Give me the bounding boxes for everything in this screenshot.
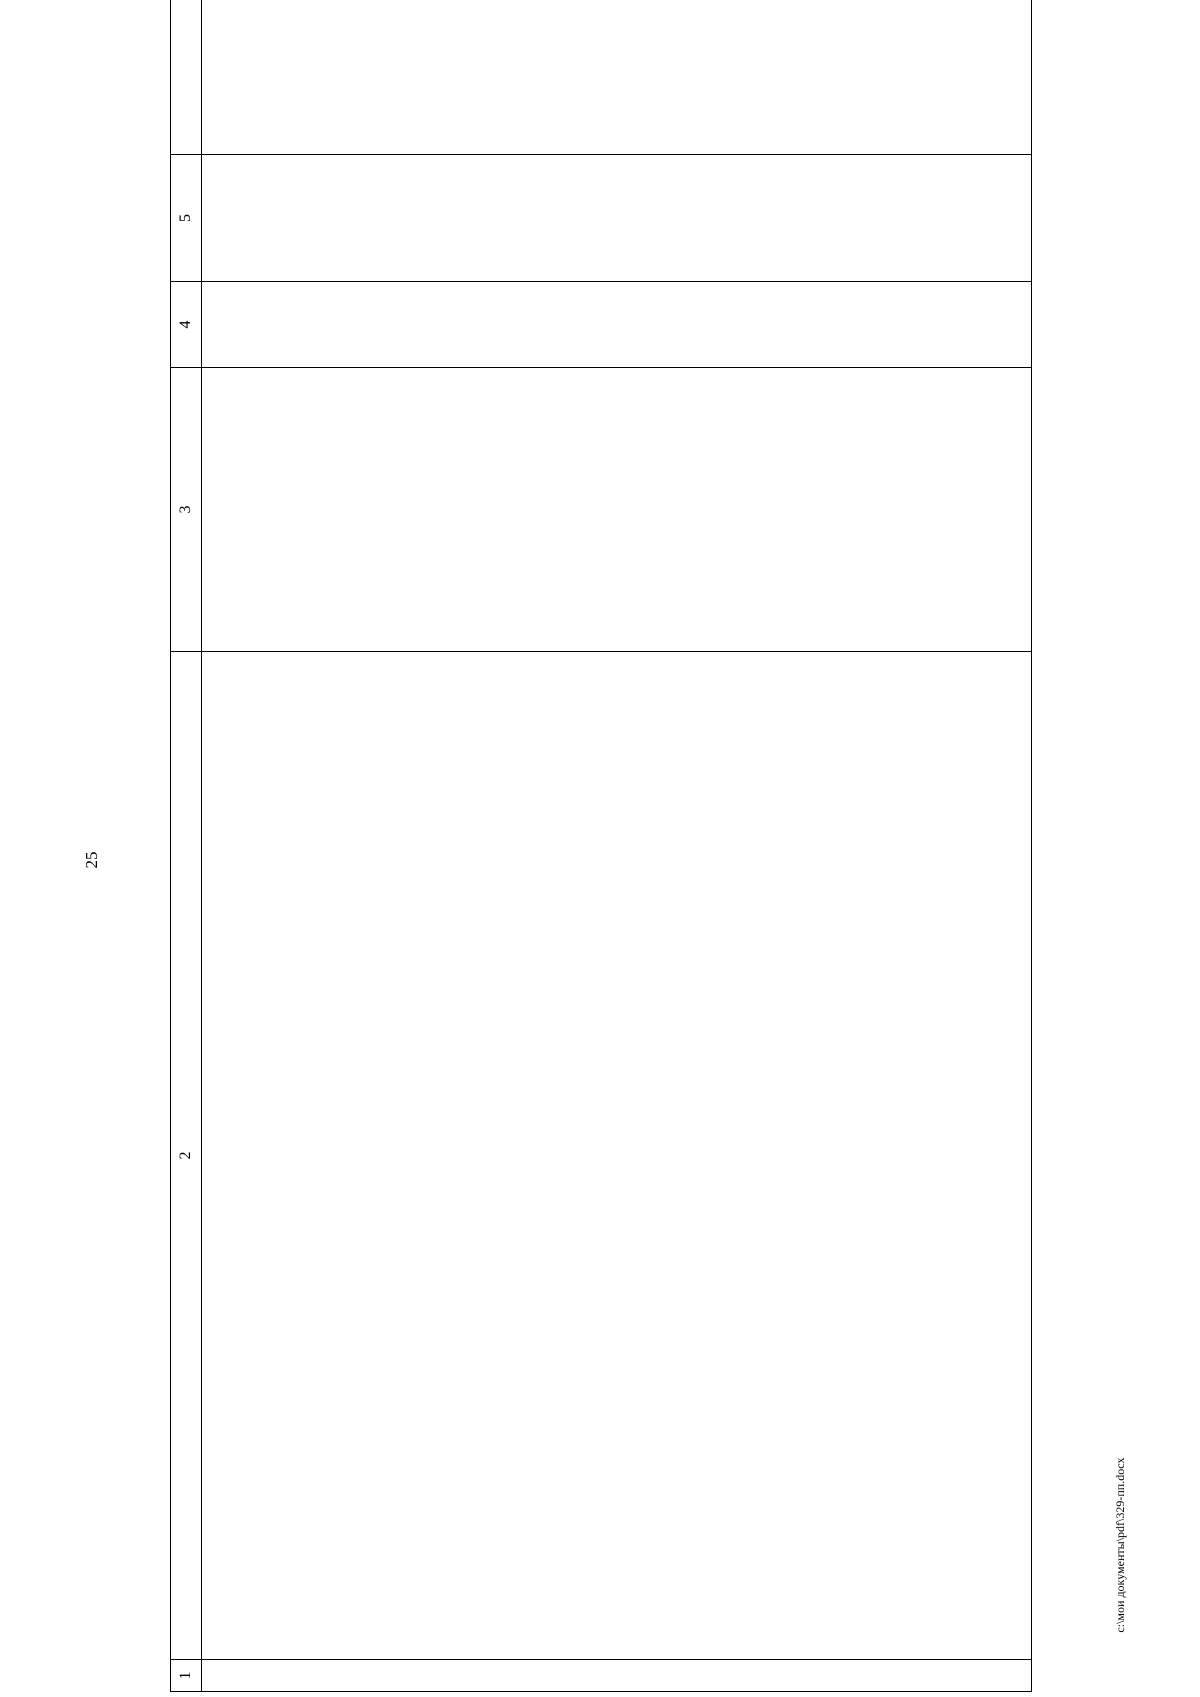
text-line	[399, 0, 427, 148]
footer-file-path: c:\мои документы\pdf\329-пп.docx	[1113, 1457, 1127, 1633]
rotated-table	[170, 55, 1025, 1692]
text-line	[949, 0, 977, 148]
text-line	[811, 0, 839, 148]
text-line	[756, 0, 784, 148]
text-line	[564, 0, 592, 148]
cell-col-4	[202, 282, 1032, 368]
cell-col-1	[202, 1660, 1032, 1692]
text-line	[481, 0, 509, 148]
text-line	[316, 0, 344, 148]
text-line	[454, 0, 482, 148]
col-header-1: 1	[171, 1660, 202, 1692]
text-line	[426, 0, 454, 148]
text-line	[344, 0, 372, 148]
cell-col-2	[202, 652, 1032, 1660]
text-line	[536, 0, 564, 148]
table-row	[202, 0, 1032, 1692]
page-number: 25	[82, 851, 101, 869]
text-line	[509, 0, 537, 148]
text-line	[839, 0, 867, 148]
cell-col-3	[202, 368, 1032, 652]
text-line	[289, 0, 317, 148]
text-line	[894, 0, 922, 148]
text-line	[674, 0, 702, 148]
col-header-6	[171, 0, 202, 155]
header-row	[171, 0, 202, 1692]
text-line	[591, 0, 619, 148]
cell-col-6	[202, 0, 1032, 155]
text-line	[976, 0, 1004, 148]
text-line	[866, 0, 894, 148]
text-line	[921, 0, 949, 148]
col-header-4: 4	[171, 282, 202, 368]
text-line	[619, 0, 647, 148]
text-line	[646, 0, 674, 148]
col-header-5: 5	[171, 155, 202, 282]
text-line	[784, 0, 812, 148]
text-line	[729, 0, 757, 148]
text-line	[206, 0, 234, 148]
cell-col-5	[202, 155, 1032, 282]
col-header-3: 3	[171, 368, 202, 652]
text-line	[701, 0, 729, 148]
text-line	[1004, 0, 1032, 148]
data-table	[170, 0, 1032, 1692]
col-header-2: 2	[171, 652, 202, 1660]
text-line	[234, 0, 262, 148]
table-container	[170, 55, 1025, 1692]
text-line	[371, 0, 399, 148]
text-line	[261, 0, 289, 148]
